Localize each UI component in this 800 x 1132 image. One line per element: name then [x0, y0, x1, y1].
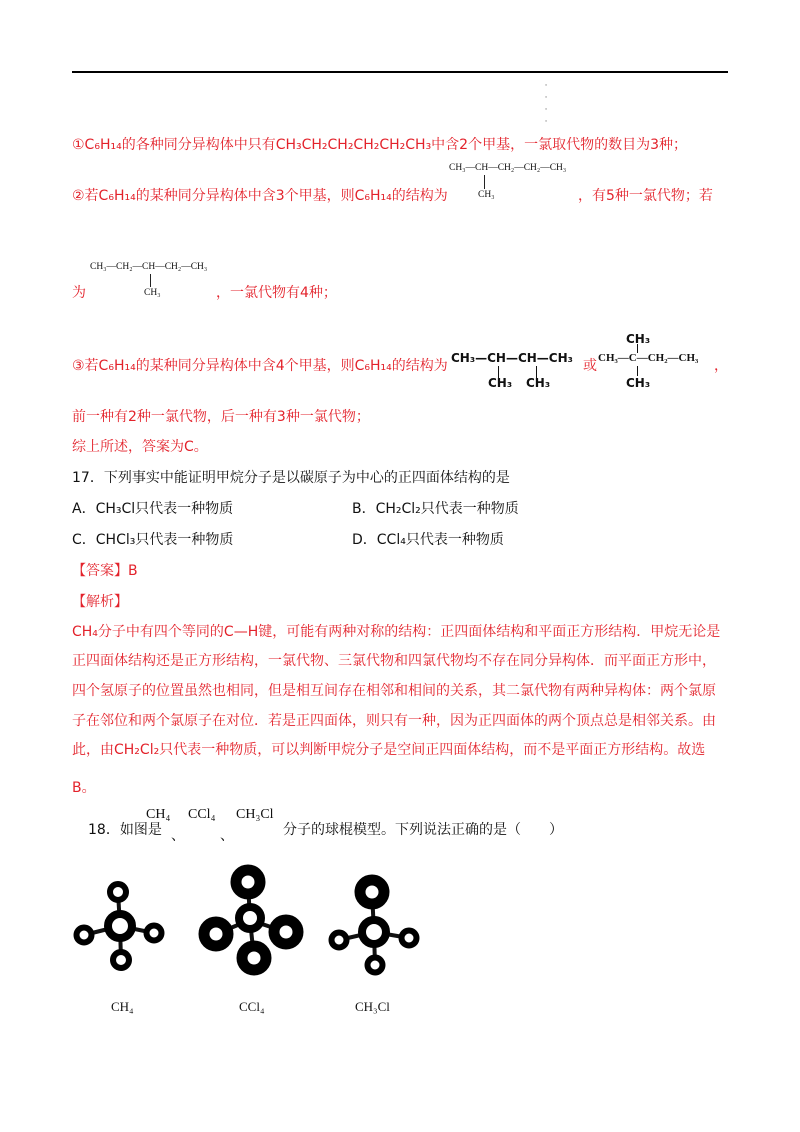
solution-line-4-end: ， — [714, 358, 728, 374]
q17-analysis-line-5: 此，由CH₂Cl₂只代表一种物质，可以判断甲烷分子是空间正四面体结构，而不是平面正方形结构。故选 — [72, 742, 706, 758]
q17-analysis-line-4: 子在邻位和两个氯原子在对位．若是正四面体，则只有一种，因为正四面体的两个顶点总是相邻关系。由 — [72, 713, 716, 729]
q17-analysis-title: 【解析】 — [72, 594, 128, 610]
structure-3-branch-2: CH₃ — [526, 376, 551, 390]
structure-2-branch: CH₃ — [144, 288, 161, 298]
solution-line-4-or: 或 — [583, 358, 597, 374]
q17-stem: 17．下列事实中能证明甲烷分子是以碳原子为中心的正四面体结构的是 — [72, 470, 510, 486]
q18-molecule-3: CH₃Cl — [236, 807, 274, 822]
structure-3-main: CH₃—CH—CH—CH₃ — [451, 351, 573, 365]
decorative-dots: · · · · — [544, 81, 548, 127]
q18-suffix: 分子的球棍模型。下列说法正确的是（ ） — [283, 822, 563, 838]
q18-sep-2: 、 — [220, 828, 234, 844]
ch3cl-ball-stick-model — [322, 866, 422, 978]
structure-3-branch-1: CH₃ — [488, 376, 513, 390]
header-rule — [72, 71, 728, 73]
q17-analysis-line-6: B。 — [72, 780, 96, 796]
solution-line-2a: ②若C₆H₁₄的某种同分异构体中含3个甲基，则C₆H₁₄的结构为 — [72, 188, 448, 204]
ccl4-model-label: CCl₄ — [239, 999, 265, 1014]
q17-analysis-line-1: CH₄分子中有四个等同的C—H键，可能有两种对称的结构：正四面体结构和平面正方形结构．甲烷无论是 — [72, 624, 721, 640]
solution-line-2b: ，有5种一氯代物；若 — [578, 188, 713, 204]
ch3cl-model-label: CH₃Cl — [355, 999, 390, 1014]
structure-1-main: CH₃—CH—CH₂—CH₂—CH₃ — [449, 163, 567, 173]
q17-option-c: C．CHCl₃只代表一种物质 — [72, 532, 234, 548]
ccl4-ball-stick-model — [194, 860, 306, 982]
solution-line-4a: ③若C₆H₁₄的某种同分异构体中含4个甲基，则C₆H₁₄的结构为 — [72, 358, 448, 374]
q17-analysis-line-2: 正四面体结构还是正方形结构，一氯代物、三氯代物和四氯代物均不存在同分异构体．而平面正方形中， — [72, 653, 716, 669]
q17-analysis-line-3: 四个氢原子的位置虽然也相同，但是相互间存在相邻和相间的关系，其二氯代物有两种异构体：两个氯原 — [72, 683, 716, 699]
structure-1-bond — [484, 175, 485, 189]
q18-molecule-1: CH₄ — [146, 807, 171, 822]
structure-4-bond-bottom — [637, 366, 638, 376]
solution-line-3b: ，一氯代物有4种； — [216, 285, 337, 301]
q18-molecule-2: CCl₄ — [188, 807, 216, 822]
q17-answer: 【答案】B — [72, 563, 138, 579]
solution-line-6: 综上所述，答案为C。 — [72, 439, 208, 455]
structure-4-main: CH₃—C—CH₂—CH₃ — [598, 352, 699, 364]
structure-2-main: CH₃—CH₂—CH—CH₂—CH₃ — [90, 262, 208, 272]
ch4-model-label: CH₄ — [111, 999, 134, 1014]
q17-option-b: B．CH₂Cl₂只代表一种物质 — [352, 501, 519, 517]
structure-4-bottom: CH₃ — [626, 376, 651, 390]
q17-option-a: A．CH₃Cl只代表一种物质 — [72, 501, 234, 517]
ch4-ball-stick-model — [70, 876, 170, 976]
structure-2-bond — [150, 274, 151, 287]
structure-1-branch: CH₃ — [478, 190, 495, 200]
q18-sep-1: 、 — [171, 828, 185, 844]
structure-4-top: CH₃ — [626, 332, 651, 346]
solution-line-3a: 为 — [72, 285, 86, 301]
solution-line-5: 前一种有2种一氯代物，后一种有3种一氯代物； — [72, 409, 370, 425]
solution-line-1: ①C₆H₁₄的各种同分异构体中只有CH₃CH₂CH₂CH₂CH₂CH₃中含2个甲基，一氯取代物的数目为3种； — [72, 137, 687, 153]
q18-prefix: 18．如图是 — [88, 822, 162, 838]
q17-option-d: D．CCl₄只代表一种物质 — [352, 532, 504, 548]
